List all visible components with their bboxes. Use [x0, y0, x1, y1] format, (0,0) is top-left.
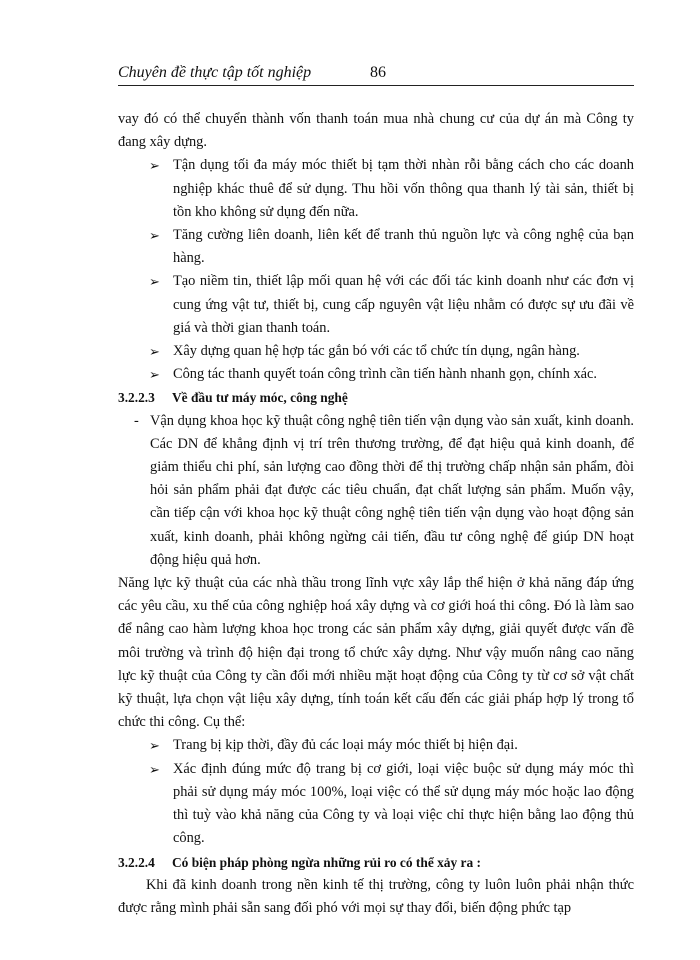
bullet-item [118, 758, 634, 851]
arrowhead-bullet-icon: ➢ [149, 738, 160, 754]
bullet-item [118, 154, 634, 224]
bullet-item [118, 340, 634, 363]
paragraph-1: vay đó có thể chuyển thành vốn thanh toán mua nhà chung cư của dự án mà Công ty đang xây dựng. [118, 111, 634, 151]
header-rule [118, 85, 634, 86]
section-title: Về đầu tư máy móc, công nghệ [172, 390, 348, 406]
bullet-text: Tạo niềm tin, thiết lập mối quan hệ với các đối tác kinh doanh như các đơn vị cung ứng vật tư, thiết bị, cung cấp nguyên vật liệu nhằm có được sự ưu đãi về giá và thời gian thanh toán. [173, 273, 634, 336]
section-title: Có biện pháp phòng ngừa những rủi ro có thể xảy ra : [172, 854, 481, 870]
section-heading-3-2-2-4 [118, 851, 634, 874]
dash-text: Vận dụng khoa học kỹ thuật công nghệ tiên tiến vận dụng vào sản xuất, kinh doanh. Các DN để khẳng định vị trí trên thương trường, để đạt hiệu quả kinh doanh, để giảm thiểu chi phí, sản lượng cao đồng thời để thị trường chấp nhận sản phẩm, đòi hỏi sản phẩm phải đạt được các tiêu chuẩn, đạt chất lượng sản phẩm. Muốn vậy, cần tiếp cận với khoa học kỹ thuật công nghệ tiên tiến vận dụng vào hoạt động sản xuất, kinh doanh, phải không ngừng cải tiến, đầu tư công nghệ để giúp DN hoạt động hiệu quả hơn. [150, 412, 634, 568]
header-title: Chuyên đề thực tập tốt nghiệp [118, 64, 312, 81]
page-number: 86 [370, 64, 386, 81]
bullet-text: Xác định đúng mức độ trang bị cơ giới, loại việc buộc sử dụng máy móc thì phải sử dụng máy móc 100%, loại việc có thể sử dụng máy móc hoặc lao động thì tuỳ vào khả năng của Công ty và loại việc chỉ thực hiện bằng lao động thủ công. [173, 760, 634, 847]
arrowhead-bullet-icon: ➢ [149, 367, 160, 383]
bullet-text: Tăng cường liên doanh, liên kết để tranh thủ nguồn lực và công nghệ của bạn hàng. [173, 227, 634, 267]
bullet-text: Xây dựng quan hệ hợp tác gắn bó với các tổ chức tín dụng, ngân hàng. [173, 343, 580, 360]
page-header [118, 62, 634, 86]
bullet-text: Tận dụng tối đa máy móc thiết bị tạm thời nhàn rỗi bằng cách cho các doanh nghiệp khác thuê để sử dụng. Thu hồi vốn thông qua thanh lý tài sản, thiết bị tồn kho không sử dụng đến nữa. [173, 157, 634, 220]
bullet-item [118, 363, 634, 386]
dash-marker: - [134, 412, 139, 429]
arrowhead-bullet-icon: ➢ [149, 274, 160, 290]
bullet-text: Công tác thanh quyết toán công trình cần tiến hành nhanh gọn, chính xác. [173, 366, 598, 383]
section-number: 3.2.2.3 [118, 390, 155, 406]
bullet-item [118, 734, 634, 757]
arrowhead-bullet-icon: ➢ [149, 344, 160, 360]
section-number: 3.2.2.4 [118, 854, 155, 870]
arrowhead-bullet-icon: ➢ [149, 158, 160, 174]
page-body [118, 108, 634, 920]
bullet-item [118, 270, 634, 340]
paragraph-2: Năng lực kỹ thuật của các nhà thầu trong lĩnh vực xây lắp thể hiện ở khả năng đáp ứng các yêu cầu, xu thế của công nghiệp hoá xây dựng và cơ giới hoá thi công. Đó là làm sao để nâng cao hàm lượng khoa học trong các sản phẩm xây dựng, giải quyết được vấn đề môi trường và trình độ hiện đại trong tổ chức xây dựng. Như vậy muốn nâng cao năng lực kỹ thuật của Công ty cần đổi mới nhiều mặt hoạt động của Công ty từ cơ sở vật chất kỹ thuật, lựa chọn vật liệu xây dựng, tính toán kết cấu đến các giải pháp hợp lý trong tổ chức thi công. Cụ thể: [118, 575, 634, 731]
dash-item [118, 410, 634, 572]
bullet-text: Trang bị kịp thời, đầy đủ các loại máy móc thiết bị hiện đại. [173, 737, 518, 754]
paragraph-3: Khi đã kinh doanh trong nền kinh tế thị trường, công ty luôn luôn phải nhận thức được rằng mình phải sẵn sang đối phó với mọi sự thay đổi, biến động phức tạp [118, 876, 634, 916]
arrowhead-bullet-icon: ➢ [149, 761, 160, 777]
section-heading-3-2-2-3 [118, 386, 634, 409]
arrowhead-bullet-icon: ➢ [149, 228, 160, 244]
bullet-item [118, 224, 634, 270]
